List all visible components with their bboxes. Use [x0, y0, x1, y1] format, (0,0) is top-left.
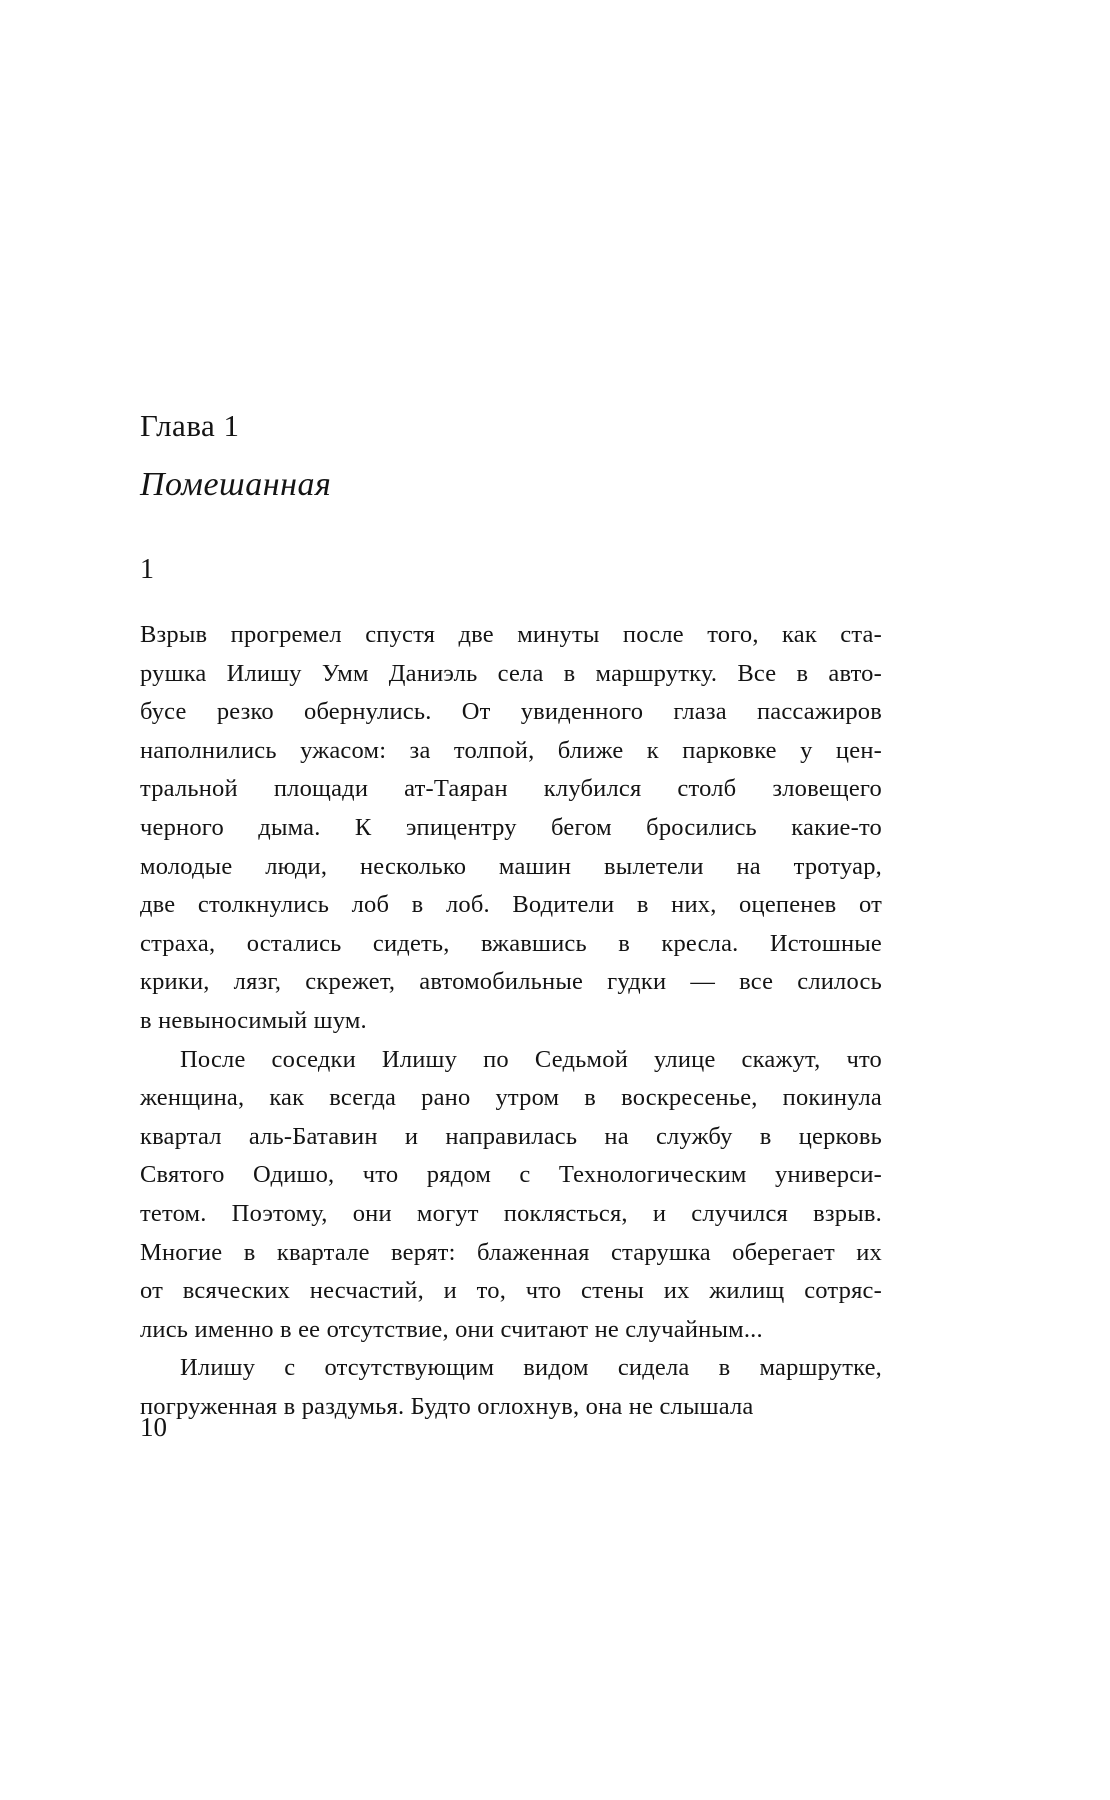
paragraph: [140, 1349, 882, 1426]
body-text: [140, 616, 882, 1426]
text-line: две столкнулись лоб в лоб. Водители в них, оцепенев от: [140, 891, 882, 919]
text-line: тральной площади ат-Таяран клубился столб зловещего: [140, 775, 882, 803]
text-line: квартал аль-Батавин и направилась на службу в церковь: [140, 1122, 882, 1150]
text-line: черного дыма. К эпицентру бегом бросились какие-то: [140, 813, 882, 841]
text-line: крики, лязг, скрежет, автомобильные гудки — все слилось: [140, 968, 882, 996]
section-number: 1: [140, 554, 154, 585]
page-number: 10: [140, 1412, 167, 1442]
text-line: наполнились ужасом: за толпой, ближе к парковке у цен-: [140, 736, 882, 764]
text-line: Святого Одишо, что рядом с Технологическим универси-: [140, 1161, 882, 1189]
text-line: женщина, как всегда рано утром в воскресенье, покинула: [140, 1084, 882, 1112]
text-line: молодые люди, несколько машин вылетели на тротуар,: [140, 852, 882, 880]
text-line: страха, остались сидеть, вжавшись в кресла. Истошные: [140, 929, 882, 957]
text-line: Многие в квартале верят: блаженная старушка оберегает их: [140, 1238, 882, 1266]
paragraph: [140, 1041, 882, 1350]
text-line: от всяческих несчастий, и то, что стены их жилищ сотряс-: [140, 1277, 882, 1305]
text-line: тетом. Поэтому, они могут поклясться, и случился взрыв.: [140, 1199, 882, 1227]
text-line: погруженная в раздумья. Будто оглохнув, она не слышала: [140, 1392, 754, 1420]
text-line: Илишу с отсутствующим видом сидела в маршрутке,: [180, 1354, 882, 1382]
paragraph: [140, 616, 882, 1041]
text-line: бусе резко обернулись. От увиденного глаза пассажиров: [140, 698, 882, 726]
chapter-title: Помешанная: [140, 466, 332, 503]
text-line: После соседки Илишу по Седьмой улице скажут, что: [180, 1045, 882, 1073]
text-line: лись именно в ее отсутствие, они считают не случайным...: [140, 1315, 763, 1343]
text-line: рушка Илишу Умм Даниэль села в маршрутку. Все в авто-: [140, 659, 882, 687]
text-line: в невыносимый шум.: [140, 1006, 367, 1034]
chapter-heading: Глава 1: [140, 408, 240, 443]
text-line: Взрыв прогремел спустя две минуты после того, как ста-: [140, 621, 882, 648]
